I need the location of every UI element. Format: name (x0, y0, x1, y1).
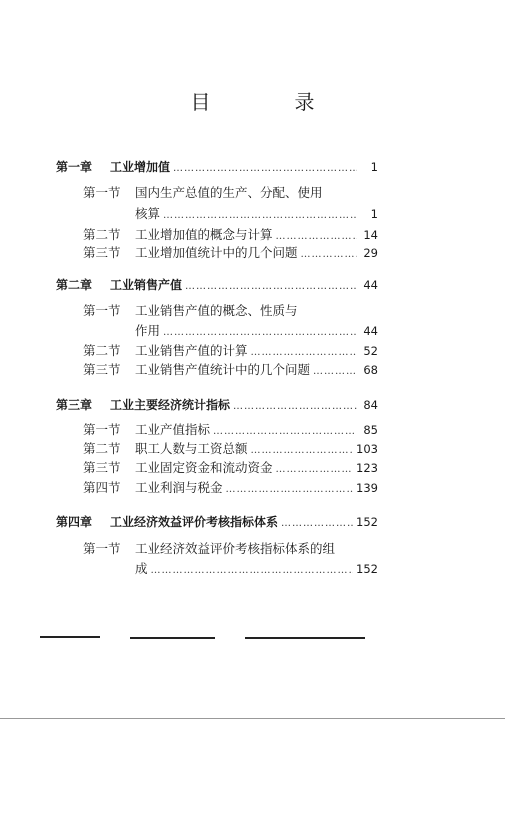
section-title: 工业增加值统计中的几个问题 (135, 245, 298, 260)
toc-section-2-3[interactable] (83, 362, 378, 380)
section-title: 工业产值指标 (135, 422, 211, 437)
toc-section-4-1-continued[interactable] (135, 561, 378, 579)
page-number: 103 (356, 442, 378, 456)
leader-dots (185, 279, 357, 295)
chapter-title: 工业增加值 (110, 160, 171, 174)
page-number: 44 (363, 278, 378, 292)
section-title: 工业固定资金和流动资金 (135, 460, 273, 475)
chapter-title: 工业销售产值 (110, 278, 183, 292)
section-number: 第二节 (83, 343, 121, 358)
page-number: 68 (363, 363, 378, 377)
section-title: 成 (135, 561, 148, 576)
page-number: 1 (370, 207, 378, 221)
section-number: 第一节 (83, 185, 121, 200)
section-title: 工业销售产值统计中的几个问题 (135, 362, 311, 377)
page-number: 84 (363, 398, 378, 412)
scan-line (245, 637, 365, 639)
section-number: 第三节 (83, 245, 121, 260)
leader-dots (233, 399, 357, 415)
toc-section-1-2[interactable] (83, 227, 378, 245)
section-number: 第二节 (83, 441, 121, 456)
toc-section-3-4[interactable] (83, 480, 378, 498)
toc-chapter-4[interactable] (56, 514, 378, 532)
toc-chapter-3[interactable] (56, 397, 378, 415)
leader-dots (151, 563, 354, 579)
section-number: 第一节 (83, 541, 121, 556)
section-number: 第一节 (83, 303, 121, 318)
scan-line (40, 636, 100, 638)
chapter-number: 第一章 (56, 160, 93, 174)
chapter-number: 第二章 (56, 278, 93, 292)
leader-dots (251, 345, 357, 361)
toc-section-3-2[interactable] (83, 441, 378, 459)
section-title: 工业销售产值的概念、性质与 (135, 303, 298, 318)
leader-dots (213, 424, 357, 440)
section-number: 第三节 (83, 460, 121, 475)
toc-chapter-2[interactable] (56, 277, 378, 295)
toc-section-3-1[interactable] (83, 422, 378, 440)
section-number: 第二节 (83, 227, 121, 242)
chapter-title: 工业经济效益评价考核指标体系 (110, 515, 279, 529)
leader-dots (251, 443, 354, 459)
section-number: 第三节 (83, 362, 121, 377)
leader-dots (276, 229, 357, 245)
toc-section-1-1[interactable] (83, 185, 323, 201)
toc-section-2-1[interactable] (83, 303, 298, 319)
page-number: 152 (356, 562, 378, 576)
toc-section-4-1[interactable] (83, 541, 335, 557)
toc-section-2-2[interactable] (83, 343, 378, 361)
leader-dots (313, 364, 357, 380)
toc-section-3-3[interactable] (83, 460, 378, 478)
section-title: 工业增加值的概念与计算 (135, 227, 273, 242)
chapter-number: 第四章 (56, 515, 93, 529)
page-number: 1 (370, 160, 378, 174)
leader-dots (173, 161, 357, 177)
toc-section-1-3[interactable] (83, 245, 378, 263)
leader-dots (163, 325, 357, 341)
section-title: 国内生产总值的生产、分配、使用 (135, 185, 323, 200)
page-number: 139 (356, 481, 378, 495)
section-title: 核算 (135, 206, 161, 221)
section-number: 第一节 (83, 422, 121, 437)
leader-dots (163, 208, 357, 224)
section-title: 工业销售产值的计算 (135, 343, 248, 358)
leader-dots (281, 516, 353, 532)
toc-section-1-1-continued[interactable] (135, 206, 378, 224)
page-number: 85 (363, 423, 378, 437)
page-title: 目 录 (190, 90, 347, 114)
page-number: 29 (363, 246, 378, 260)
section-number: 第四节 (83, 480, 121, 495)
page-number: 152 (356, 515, 378, 529)
page-edge-line (0, 718, 505, 719)
leader-dots (226, 482, 354, 498)
page-number: 44 (363, 324, 378, 338)
page-number: 14 (363, 228, 378, 242)
leader-dots (301, 247, 357, 263)
toc-chapter-1[interactable] (56, 159, 378, 177)
page-number: 52 (363, 344, 378, 358)
scan-line (130, 637, 215, 639)
chapter-title: 工业主要经济统计指标 (110, 398, 231, 412)
section-title: 作用 (135, 323, 161, 338)
page-number: 123 (356, 461, 378, 475)
leader-dots (276, 462, 354, 478)
section-title: 职工人数与工资总额 (135, 441, 248, 456)
section-title: 工业利润与税金 (135, 480, 223, 495)
chapter-number: 第三章 (56, 398, 93, 412)
section-title: 工业经济效益评价考核指标体系的组 (135, 541, 336, 556)
toc-section-2-1-continued[interactable] (135, 323, 378, 341)
